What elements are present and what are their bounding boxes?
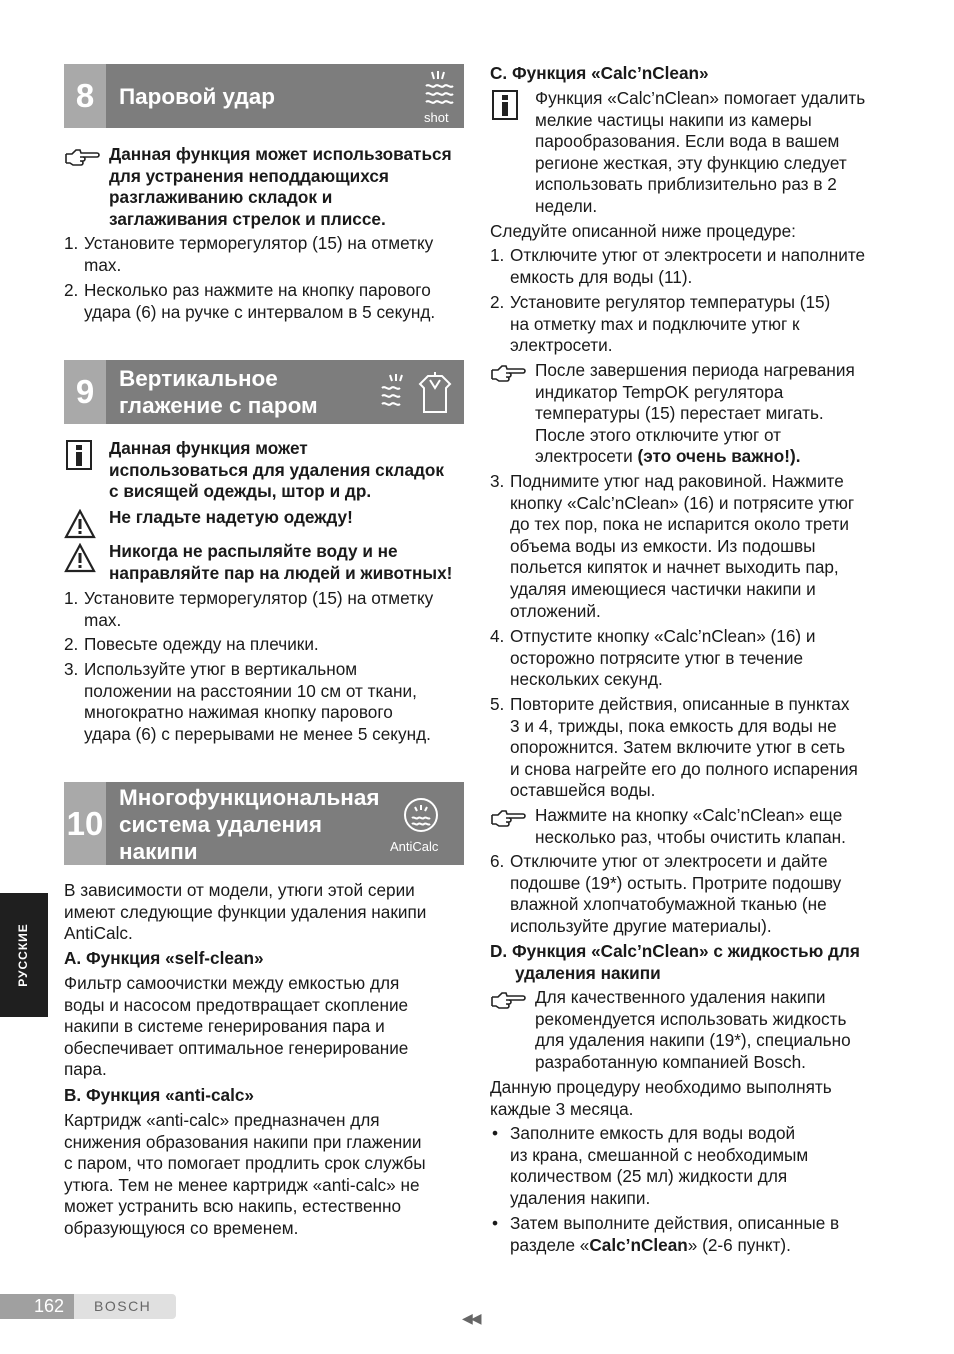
section-number: 9 — [64, 360, 106, 424]
anticalc-icon — [402, 796, 440, 840]
pointing-hand-icon — [490, 807, 526, 835]
warning-icon — [64, 509, 96, 545]
section-10-header — [64, 782, 464, 865]
paragraph: Картридж «anti-calc» предназначен для снижения образования накипи при глажении с паром, что помогает продлить срок службы утюга. Тем не менее картридж «anti-calc» не может устранить всю накипь, естественно образующуюся со временем. — [64, 1110, 426, 1238]
pointing-hand-icon — [64, 146, 100, 174]
paragraph: В зависимости от модели, утюги этой серии имеют следующие функции удаления накипи AntiCalc. — [64, 880, 427, 944]
icon-caption: AntiCalc — [390, 839, 439, 854]
pointing-hand-icon — [490, 989, 526, 1017]
brand-label: BOSCH — [74, 1294, 176, 1319]
warning-icon — [64, 543, 96, 579]
page-number: 162 — [0, 1294, 74, 1319]
subheading: D. Функция «Calc’nClean» с жидкостью для удаления накипи — [490, 941, 860, 983]
paragraph: Данную процедуру необходимо выполнять каждые 3 месяца. — [490, 1077, 832, 1119]
warning-text: Никогда не распыляйте воду и не направляйте пар на людей и животных! — [109, 541, 453, 583]
section-title: Многофункциональная система удаления накипи — [119, 785, 380, 864]
paragraph: Фильтр самоочистки между емкостью для воды и насосом предотвращает скопление накипи в системе генерирования пара и обеспечивает оптимальное генерирование пара. — [64, 973, 409, 1080]
steam-shot-icon — [416, 68, 460, 114]
tip-text: После завершения периода нагревания индикатор TempOK регулятора температуры (15) перестает мигать. После этого отключите утюг от электросети (это очень важно!). — [535, 360, 855, 467]
tip-text: Данная функция может использоваться для устранения неподдающихся разглаживанию складок и заглаживания стрелок и плиссе. — [109, 144, 452, 229]
section-8-header — [64, 64, 464, 128]
tip-text: Нажмите на кнопку «Calc’nClean» еще несколько раз, чтобы очистить клапан. — [535, 805, 846, 847]
language-tab: РУССКИЕ — [0, 893, 48, 1017]
paragraph: Следуйте описанной ниже процедуре: — [490, 221, 796, 241]
subheading: C. Функция «Calc’nClean» — [490, 63, 709, 83]
section-number: 8 — [64, 64, 106, 128]
icon-caption: shot — [424, 110, 449, 125]
info-text: Данная функция может использоваться для удаления складок с висящей одежды, штор и др. — [109, 438, 445, 502]
section-title: Вертикальное глажение с паром — [119, 366, 318, 418]
info-icon — [66, 440, 92, 476]
warning-text: Не гладьте надетую одежду! — [109, 507, 353, 527]
subheading: A. Функция «self-clean» — [64, 948, 264, 968]
section-title: Паровой удар — [119, 84, 276, 109]
section-number: 10 — [64, 782, 106, 865]
subheading: B. Функция «anti-calc» — [64, 1085, 254, 1105]
nav-arrows-icon[interactable]: ◀◀ — [462, 1310, 480, 1326]
tip-text: Для качественного удаления накипи рекомендуется использовать жидкость для удаления накипи (19*), специально разработанную компанией Bosch. — [535, 987, 851, 1072]
pointing-hand-icon — [490, 362, 526, 390]
section-9-header — [64, 360, 464, 424]
info-text: Функция «Calc’nClean» помогает удалить мелкие частицы накипи из камеры парообразования. Если вода в вашем регионе жесткая, эту функцию следует использовать приблизительно раз в 2 недели. — [535, 88, 866, 216]
vertical-steam-icon — [378, 370, 458, 422]
info-icon — [492, 90, 518, 126]
